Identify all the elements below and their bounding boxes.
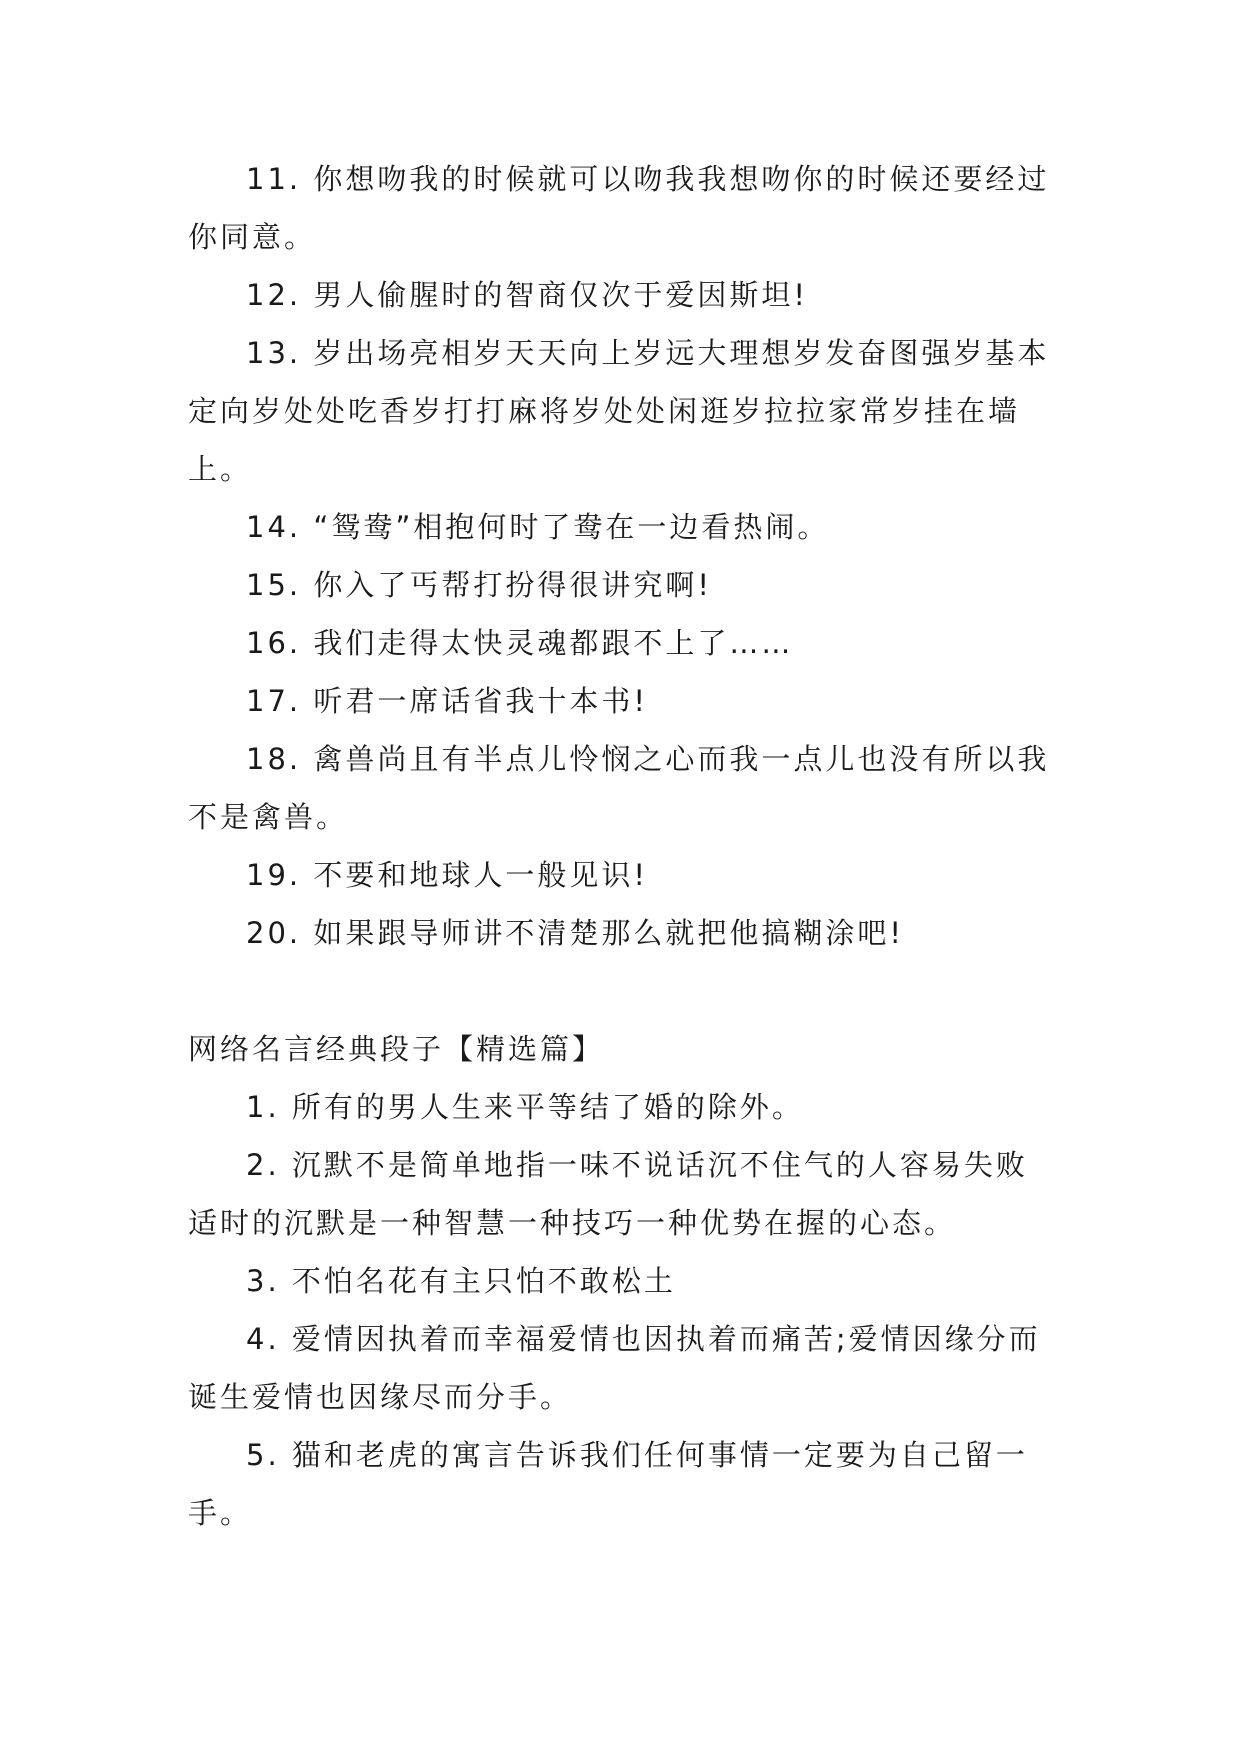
paragraph-item-1: 1. 所有的男人生来平等结了婚的除外。 xyxy=(246,1090,804,1124)
paragraph-item-11: 11. 你想吻我的时候就可以吻我我想吻你的时候还要经过你同意。 xyxy=(188,162,1050,254)
paragraph-item-2: 2. 沉默不是简单地指一味不说话沉不住气的人容易失败适时的沉默是一种智慧一种技巧一种优势在握的心态。 xyxy=(188,1148,1028,1240)
paragraph-item-19: 19. 不要和地球人一般见识! xyxy=(246,858,648,892)
paragraph-item-5: 5. 猫和老虎的寓言告诉我们任何事情一定要为自己留一手。 xyxy=(188,1438,1028,1530)
paragraph-item-4: 4. 爱情因执着而幸福爱情也因执着而痛苦;爱情因缘分而诞生爱情也因缘尽而分手。 xyxy=(188,1322,1041,1414)
paragraph-item-18: 18. 禽兽尚且有半点儿怜悯之心而我一点儿也没有所以我不是禽兽。 xyxy=(188,742,1050,834)
paragraph-item-3: 3. 不怕名花有主只怕不敢松土 xyxy=(246,1264,676,1298)
section-heading: 网络名言经典段子【精选篇】 xyxy=(188,1032,605,1066)
document-page xyxy=(188,150,1053,1542)
paragraph-item-14: 14. “鸳鸯”相抱何时了鸯在一边看热闹。 xyxy=(246,510,830,544)
paragraph-item-15: 15. 你入了丐帮打扮得很讲究啊! xyxy=(246,568,712,602)
paragraph-item-17: 17. 听君一席话省我十本书! xyxy=(246,684,648,718)
paragraph-item-20: 20. 如果跟导师讲不清楚那么就把他搞糊涂吧! xyxy=(246,916,904,950)
paragraph-item-13: 13. 岁出场亮相岁天天向上岁远大理想岁发奋图强岁基本定向岁处处吃香岁打打麻将岁处处闲逛岁拉拉家常岁挂在墙上。 xyxy=(188,336,1050,486)
section-spacer xyxy=(188,962,1053,1020)
paragraph-item-12: 12. 男人偷腥时的智商仅次于爱因斯坦! xyxy=(246,278,808,312)
paragraph-item-16: 16. 我们走得太快灵魂都跟不上了…… xyxy=(246,626,794,660)
